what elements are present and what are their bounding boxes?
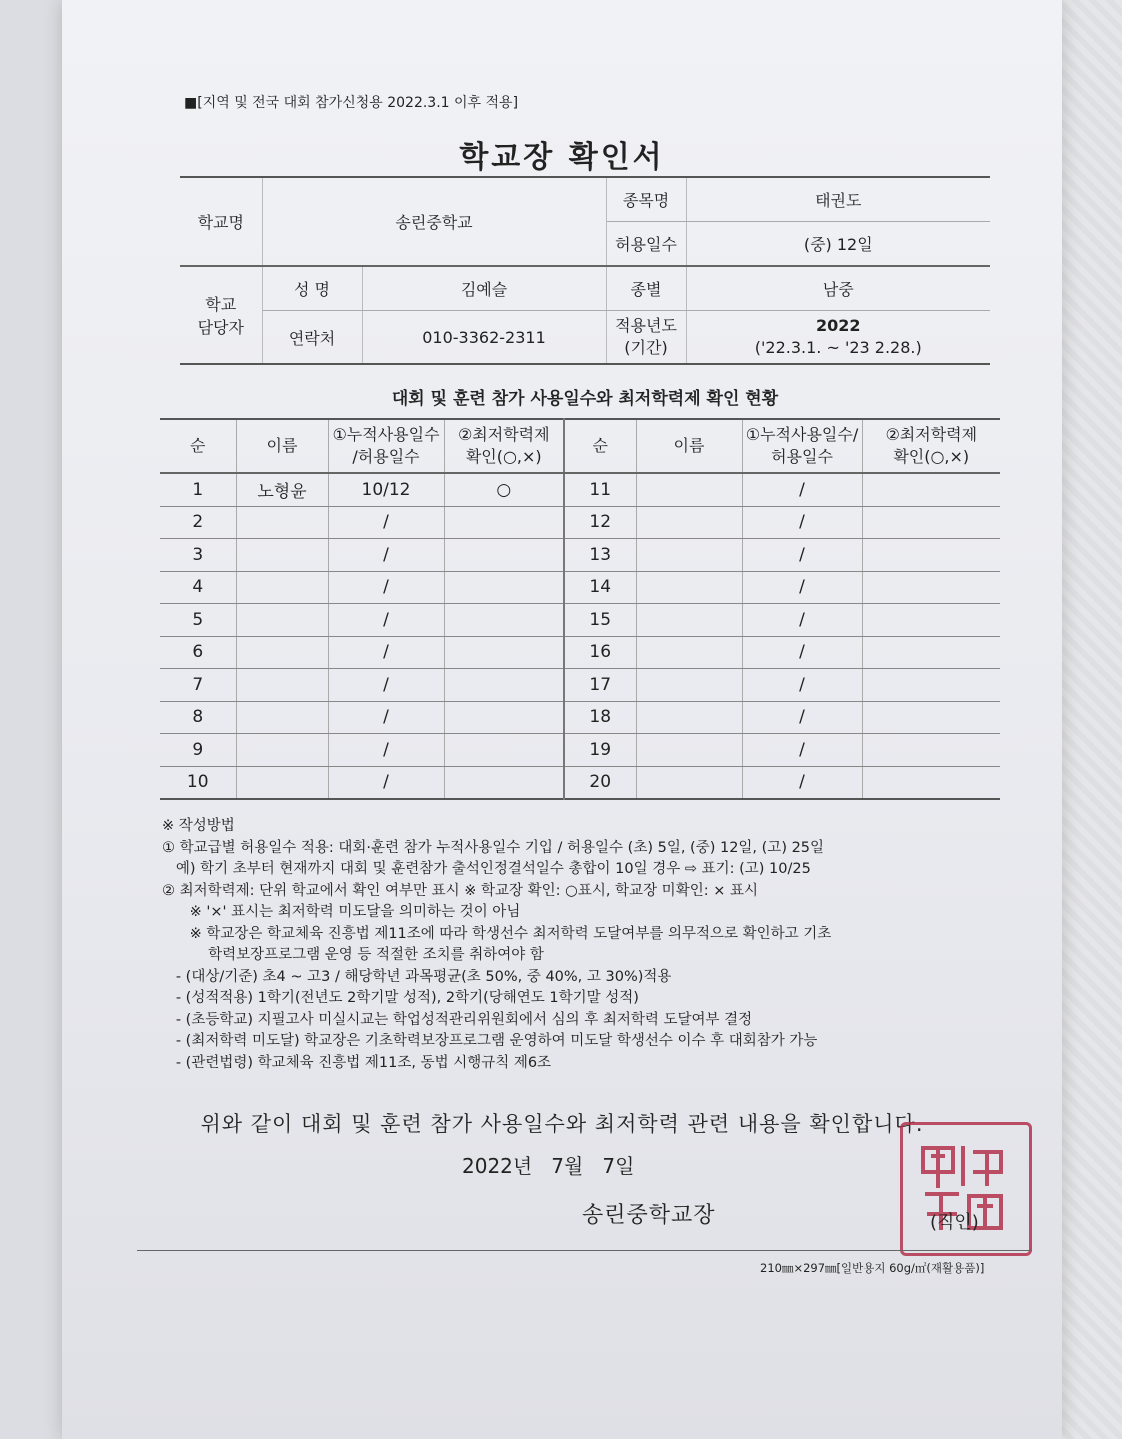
table-cell-days: / [328,604,444,637]
table-cell-days: / [328,766,444,799]
table-cell-check2 [862,571,1000,604]
table-cell-check [444,701,564,734]
instructions [162,816,1012,1074]
table-cell-no2: 19 [564,734,636,767]
table-cell-check2 [862,636,1000,669]
confirmation-statement: 위와 같이 대회 및 훈련 참가 사용일수와 최저학력 관련 내용을 확인합니다. [200,1112,924,1136]
table-cell-no2: 16 [564,636,636,669]
table-cell-no2: 13 [564,539,636,572]
sport-value: 태권도 [686,177,990,222]
header-note: ■[지역 및 전국 대회 참가신청용 2022.3.1 이후 적용] [184,95,519,111]
table-row [160,669,1000,702]
table-cell-check [444,766,564,799]
table-cell-name [236,571,328,604]
table-row [160,571,1000,604]
table-cell-days: / [328,506,444,539]
table-cell-check2 [862,506,1000,539]
instruction-line: - (대상/기준) 초4 ~ 고3 / 해당학년 과목평균(초 50%, 중 40%, 고 30%)적용 [162,968,672,985]
table-cell-name [236,636,328,669]
table-header-cell: 순 [564,419,636,473]
document-title: 학교장 확인서 [459,140,665,175]
table-cell-no: 5 [160,604,236,637]
table-cell-days2: / [742,701,862,734]
table-cell-name [236,539,328,572]
table-cell-name2 [636,539,742,572]
table-header-cell: ②최저학력제 확인(○,×) [862,419,1000,473]
instruction-line: - (최저학력 미도달) 학교장은 기초학력보장프로그램 운영하여 미도달 학생선수 이수 후 대회참가 가능 [162,1033,818,1049]
table-cell-no2: 15 [564,604,636,637]
seal-mark: (직인) [930,1212,979,1233]
year-period: ('22.3.1. ~ '23 2.28.) [754,338,922,357]
table-cell-name [236,701,328,734]
instruction-line: 예) 학기 초부터 현재까지 대회 및 훈련참가 출석인정결석일수 총합이 10일 경우 ⇨ 표기: (고) 10/25 [162,861,811,877]
instruction-line: ① 학교급별 허용일수 적용: 대회·훈련 참가 누적사용일수 기입 / 허용일수 (초) 5일, (중) 12일, (고) 25일 [162,839,825,856]
table-cell-name: 노형윤 [236,473,328,506]
table-cell-days2: / [742,766,862,799]
table-cell-no: 4 [160,571,236,604]
allowed-days-value: (중) 12일 [686,222,990,267]
table-cell-no2: 18 [564,701,636,734]
instruction-line: ※ '×' 표시는 최저학력 미도달을 의미하는 것이 아님 [162,904,521,920]
table-cell-no: 3 [160,539,236,572]
table-row [160,506,1000,539]
table-cell-check [444,506,564,539]
year-label: 적용년도 (기간) [606,311,686,365]
table-cell-name2 [636,604,742,637]
table-cell-check2 [862,539,1000,572]
table-cell-check [444,636,564,669]
allowed-days-label: 허용일수 [606,222,686,267]
table-cell-check2 [862,473,1000,506]
table-cell-no: 8 [160,701,236,734]
name-label: 성 명 [262,266,362,311]
school-value: 송린중학교 [262,177,606,266]
table-cell-no: 2 [160,506,236,539]
table-cell-days2: / [742,636,862,669]
bottom-divider [137,1250,1032,1251]
principal-name: 송린중학교장 [582,1203,716,1228]
name-value: 김예슬 [362,266,606,311]
table-cell-days: 10/12 [328,473,444,506]
table-cell-days: / [328,669,444,702]
table-row [160,766,1000,799]
category-label: 종별 [606,266,686,311]
table-cell-check [444,669,564,702]
table-cell-name2 [636,734,742,767]
table-cell-days2: / [742,604,862,637]
document-page [62,0,1062,1439]
school-info-table [180,176,990,365]
table-cell-check [444,539,564,572]
table-cell-name2 [636,473,742,506]
table-cell-check [444,734,564,767]
table-cell-name2 [636,766,742,799]
table-cell-check2 [862,604,1000,637]
table-row [160,701,1000,734]
instruction-line: ② 최저학력제: 단위 학교에서 확인 여부만 표시 ※ 학교장 확인: ○표시, 학교장 미확인: × 표시 [162,882,758,899]
table-cell-name [236,766,328,799]
table-cell-check2 [862,669,1000,702]
table-header-cell: ①누적사용일수/ 허용일수 [742,419,862,473]
table-row [160,604,1000,637]
table-row [160,539,1000,572]
table-cell-no: 9 [160,734,236,767]
table-cell-name [236,604,328,637]
table-row [160,636,1000,669]
table-cell-check2 [862,766,1000,799]
official-seal-icon [900,1122,1032,1256]
table-cell-name2 [636,701,742,734]
table-header-cell: 이름 [236,419,328,473]
staff-label: 학교 담당자 [180,266,262,364]
table-header-row [160,419,1000,473]
table-cell-no2: 12 [564,506,636,539]
year-cell [686,311,990,365]
table-cell-no2: 17 [564,669,636,702]
table-cell-check2 [862,701,1000,734]
category-value: 남중 [686,266,990,311]
issue-date: 2022년 7월 7일 [462,1154,635,1178]
table-cell-no2: 20 [564,766,636,799]
usage-table [160,418,1000,800]
paper-size-note: 210㎜×297㎜[일반용지 60g/㎡(재활용품)] [760,1261,985,1275]
sport-label: 종목명 [606,177,686,222]
table-cell-check [444,571,564,604]
instruction-line: - (관련법령) 학교체육 진흥법 제11조, 동법 시행규칙 제6조 [162,1054,552,1071]
table-header-cell: ①누적사용일수 /허용일수 [328,419,444,473]
contact-value: 010-3362-2311 [362,311,606,365]
instruction-line: - (성적적용) 1학기(전년도 2학기말 성적), 2학기(당해연도 1학기말 성적) [162,990,639,1006]
table-cell-name2 [636,506,742,539]
table-cell-name2 [636,571,742,604]
table-cell-no: 6 [160,636,236,669]
instruction-line: - (초등학교) 지필고사 미실시교는 학업성적관리위원회에서 심의 후 최저학력 도달여부 결정 [162,1011,753,1028]
year-value: 2022 [815,316,861,335]
table-cell-days: / [328,701,444,734]
table-cell-days2: / [742,473,862,506]
instruction-line: ※ 학교장은 학교체육 진흥법 제11조에 따라 학생선수 최저학력 도달여부를 의무적으로 확인하고 기초 [162,925,832,942]
table-cell-check2 [862,734,1000,767]
table-cell-check [444,604,564,637]
table-row [160,734,1000,767]
table-cell-no: 10 [160,766,236,799]
table-row [160,473,1000,506]
contact-label: 연락처 [262,311,362,365]
table-header-cell: 이름 [636,419,742,473]
table-cell-days2: / [742,571,862,604]
table-cell-days: / [328,636,444,669]
table-cell-days: / [328,571,444,604]
table-cell-no: 7 [160,669,236,702]
table-cell-days: / [328,539,444,572]
instruction-line: 학력보장프로그램 운영 등 적절한 조치를 취하여야 함 [162,947,544,963]
school-label: 학교명 [180,177,262,266]
table-cell-name [236,734,328,767]
table-cell-name [236,669,328,702]
table-header-cell: ②최저학력제 확인(○,×) [444,419,564,473]
table-cell-days2: / [742,506,862,539]
instruction-line: ※ 작성방법 [162,818,235,834]
table-cell-days: / [328,734,444,767]
table-cell-days2: / [742,669,862,702]
table-header-cell: 순 [160,419,236,473]
table-cell-no2: 11 [564,473,636,506]
table-cell-check: ○ [444,473,564,506]
table-cell-days2: / [742,539,862,572]
table-cell-name2 [636,636,742,669]
table-cell-no: 1 [160,473,236,506]
table-cell-name [236,506,328,539]
table-cell-name2 [636,669,742,702]
table-cell-no2: 14 [564,571,636,604]
section-title: 대회 및 훈련 참가 사용일수와 최저학력제 확인 현황 [391,389,779,409]
table-cell-days2: / [742,734,862,767]
